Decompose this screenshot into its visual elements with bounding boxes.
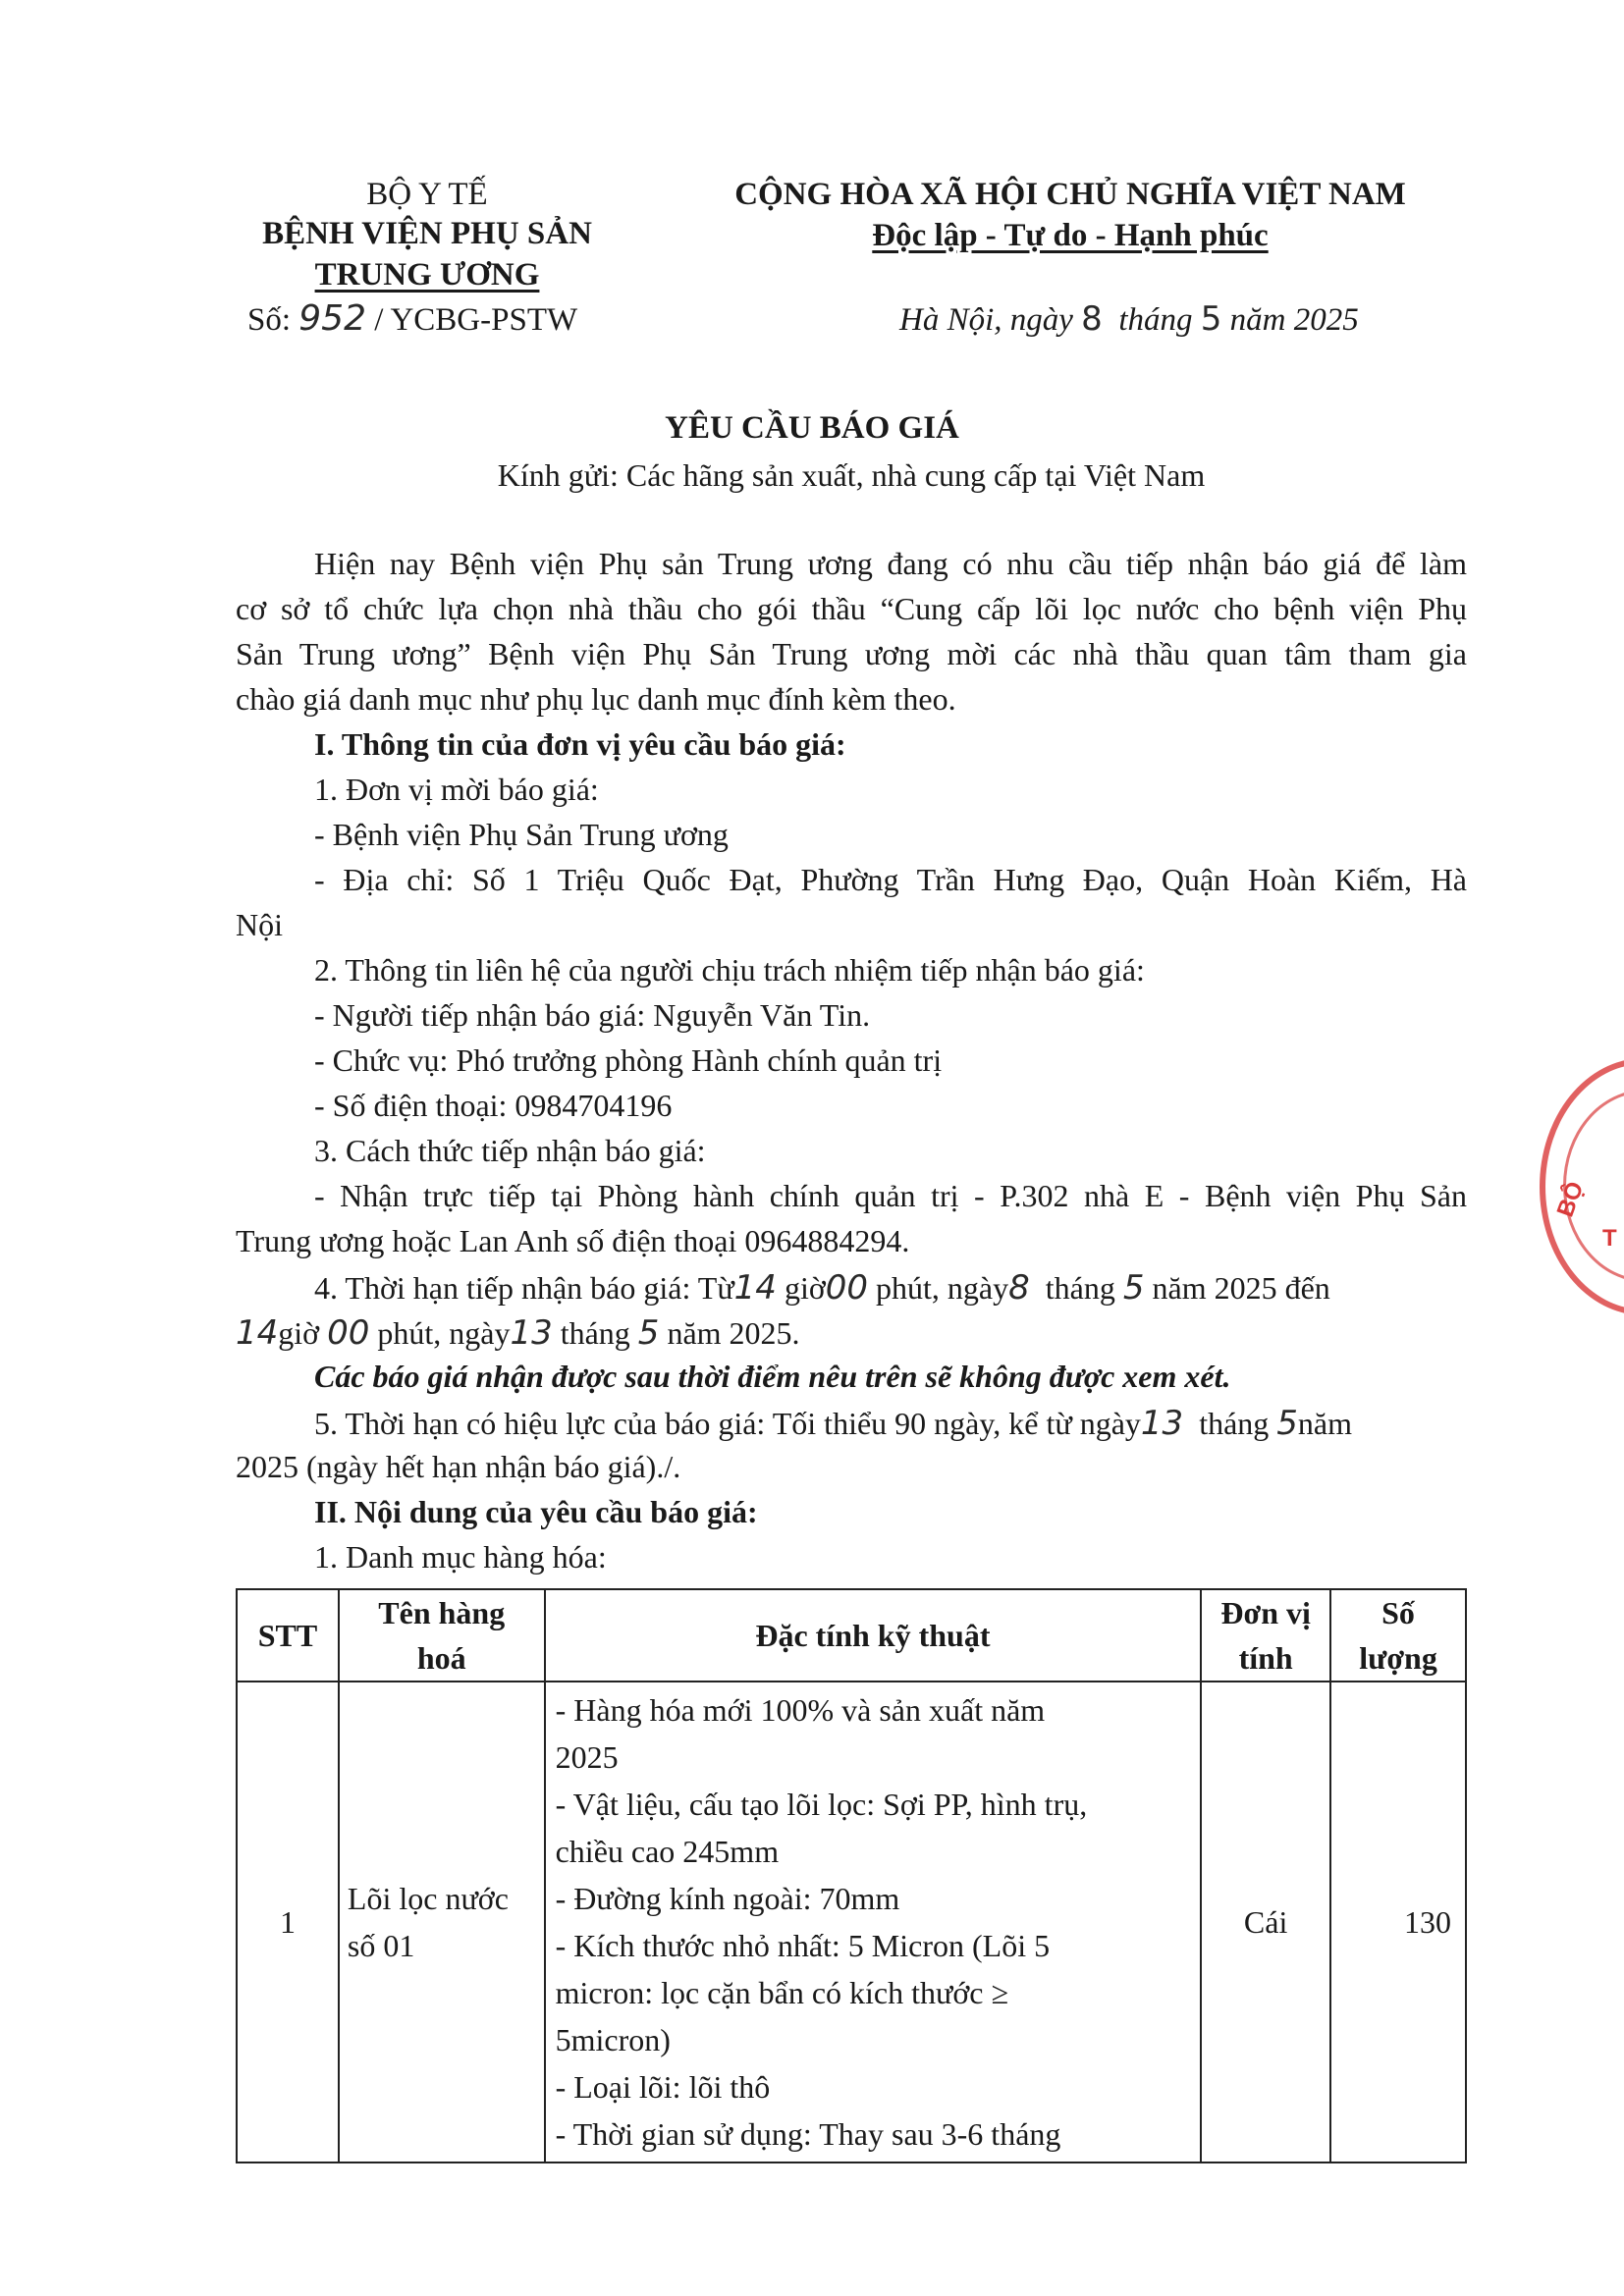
issue-date: Hà Nội, ngày 8 tháng 5 năm 2025 [899, 299, 1359, 339]
row-goods-name: Lõi lọc nước số 01 [339, 1682, 545, 2163]
section-1-item-1: 1. Đơn vị mời báo giá: [314, 772, 599, 807]
table-header-row [237, 1589, 1466, 1682]
intro-line-4: chào giá danh mục như phụ lục danh mục đính kèm theo. [236, 681, 956, 717]
recipient-line: Kính gửi: Các hãng sản xuất, nhà cung cấp tại Việt Nam [497, 457, 1206, 493]
handwritten-start-day: 8 [1008, 1268, 1030, 1308]
handwritten-end-minute: 00 [327, 1313, 370, 1353]
handwritten-validity-month: 5 [1276, 1404, 1298, 1443]
spec-line: 2025 [555, 1739, 619, 1775]
handwritten-end-hour: 14 [236, 1313, 279, 1353]
intro-line-1: Hiện nay Bệnh viện Phụ sản Trung ương đang có nhu cầu tiếp nhận báo giá để làm [314, 546, 1467, 581]
validity-line-1: 5. Thời hạn có hiệu lực của báo giá: Tối thiểu 90 ngày, kể từ ngày13 tháng 5năm [314, 1404, 1353, 1443]
hospital-name-line1: BỆNH VIỆN PHỤ SẢN [262, 216, 592, 251]
row-unit: Cái [1201, 1682, 1330, 2163]
method-line-2: Trung ương hoặc Lan Anh số điện thoại 0964884294. [236, 1223, 910, 1258]
handwritten-start-minute: 00 [825, 1268, 869, 1308]
header-unit: Đơn vị tính [1201, 1589, 1330, 1682]
section-2-item-1: 1. Danh mục hàng hóa: [314, 1539, 607, 1575]
section-1-heading: I. Thông tin của đơn vị yêu cầu báo giá: [314, 726, 846, 762]
document-number: Số: 952 / YCBG-PSTW [247, 298, 578, 339]
receiver-name: - Người tiếp nhận báo giá: Nguyễn Văn Tin. [314, 997, 871, 1033]
row-quantity: 130 [1330, 1682, 1466, 2163]
section-2-heading: II. Nội dung của yêu cầu báo giá: [314, 1494, 758, 1529]
handwritten-start-month: 5 [1122, 1268, 1145, 1308]
spec-line: - Kích thước nhỏ nhất: 5 Micron (Lõi 5 [555, 1928, 1051, 1963]
ministry-name: BỘ Y TẾ [366, 177, 488, 212]
country-name: CỘNG HÒA XÃ HỘI CHỦ NGHĨA VIỆT NAM [734, 177, 1406, 212]
document-title: YÊU CẦU BÁO GIÁ [665, 410, 959, 446]
receiver-position: - Chức vụ: Phó trưởng phòng Hành chính quản trị [314, 1042, 943, 1078]
goods-table [236, 1588, 1467, 2163]
intro-line-3: Sản Trung ương” Bệnh viện Phụ Sản Trung ương mời các nhà thầu quan tâm tham gia [236, 636, 1467, 671]
method-line-1: - Nhận trực tiếp tại Phòng hành chính quản trị - P.302 nhà E - Bệnh viện Phụ Sản [314, 1178, 1467, 1213]
header-quantity: Số lượng [1330, 1589, 1466, 1682]
deadline-line-1: 4. Thời hạn tiếp nhận báo giá: Từ14 giờ00 phút, ngày8 tháng 5 năm 2025 đến [314, 1268, 1330, 1308]
handwritten-end-month: 5 [637, 1313, 660, 1353]
row-specification [545, 1682, 1202, 2163]
address-line-1: - Địa chỉ: Số 1 Triệu Quốc Đạt, Phường Trần Hưng Đạo, Quận Hoàn Kiếm, Hà [314, 862, 1467, 897]
spec-line: 5micron) [555, 2022, 671, 2057]
handwritten-day: 8 [1081, 299, 1103, 339]
handwritten-validity-day: 13 [1140, 1404, 1184, 1443]
receiver-phone: - Số điện thoại: 0984704196 [314, 1088, 673, 1123]
spec-line: - Thời gian sử dụng: Thay sau 3-6 tháng [555, 2116, 1061, 2152]
section-1-item-3: 3. Cách thức tiếp nhận báo giá: [314, 1133, 706, 1168]
header-goods-name: Tên hàng hoá [339, 1589, 545, 1682]
intro-line-2: cơ sở tổ chức lựa chọn nhà thầu cho gói thầu “Cung cấp lõi lọc nước cho bệnh viện Phụ [236, 591, 1467, 626]
deadline-line-2: 14giờ 00 phút, ngày13 tháng 5 năm 2025. [236, 1313, 800, 1353]
validity-line-2: 2025 (ngày hết hạn nhận báo giá)./. [236, 1449, 681, 1484]
spec-line: - Hàng hóa mới 100% và sản xuất năm [555, 1692, 1046, 1728]
handwritten-doc-number: 952 [298, 298, 366, 339]
address-line-2: Nội [236, 907, 283, 942]
table-row [237, 1682, 1466, 2163]
section-1-item-2: 2. Thông tin liên hệ của người chịu trách nhiệm tiếp nhận báo giá: [314, 952, 1145, 988]
spec-line: micron: lọc cặn bẩn có kích thước ≥ [555, 1975, 1009, 2010]
row-stt: 1 [237, 1682, 339, 2163]
seal-text-right: T [1602, 1225, 1617, 1252]
handwritten-month: 5 [1200, 299, 1222, 339]
spec-line: - Vật liệu, cấu tạo lõi lọc: Sợi PP, hình trụ, [555, 1787, 1088, 1822]
seal-text-left: BỘ [1551, 1178, 1590, 1221]
unit-name: - Bệnh viện Phụ Sản Trung ương [314, 817, 729, 852]
national-motto: Độc lập - Tự do - Hạnh phúc [872, 218, 1269, 253]
late-submission-warning: Các báo giá nhận được sau thời điểm nêu trên sẽ không được xem xét. [314, 1359, 1231, 1394]
handwritten-start-hour: 14 [733, 1268, 777, 1308]
header-stt: STT [237, 1589, 339, 1682]
spec-line: - Loại lõi: lõi thô [555, 2069, 771, 2105]
handwritten-end-day: 13 [510, 1313, 553, 1353]
spec-line: chiều cao 245mm [555, 1834, 780, 1869]
hospital-name-line2: TRUNG ƯƠNG [314, 257, 540, 293]
spec-line: - Đường kính ngoài: 70mm [555, 1881, 900, 1916]
header-specification: Đặc tính kỹ thuật [545, 1589, 1202, 1682]
